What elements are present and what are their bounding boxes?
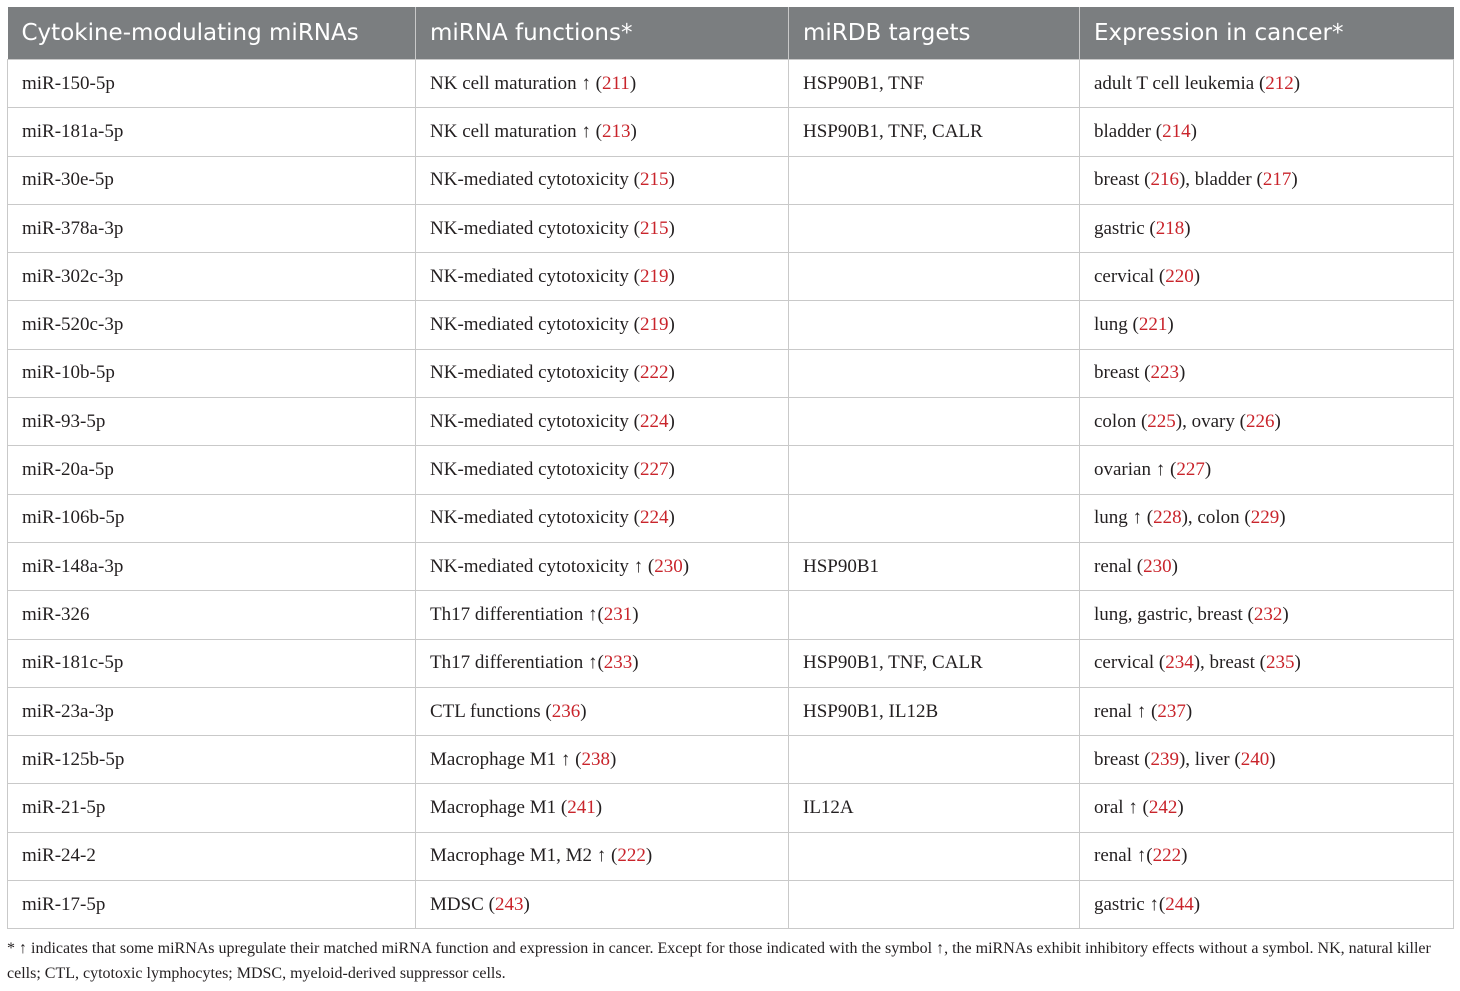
cell-text: CTL functions ( (430, 700, 552, 722)
mirna-name-cell (8, 108, 416, 156)
cell-text: ), breast ( (1193, 652, 1266, 674)
mirna-name-cell (8, 832, 416, 880)
reference-link[interactable]: 227 (1176, 459, 1205, 481)
header-cytokine-modulating-mirnas: Cytokine-modulating miRNAs (8, 7, 416, 60)
cancer-expression-cell (1080, 60, 1454, 108)
mirna-function-cell (416, 639, 789, 687)
mirna-function-cell (416, 736, 789, 784)
reference-link[interactable]: 228 (1153, 507, 1182, 529)
cell-text: ) (668, 410, 675, 432)
header-mirdb-targets: miRDB targets (789, 7, 1080, 60)
reference-link[interactable]: 241 (567, 797, 596, 819)
mirdb-targets-cell (789, 349, 1080, 397)
cell-text: ) (523, 893, 530, 915)
mirna-function-cell (416, 784, 789, 832)
cancer-expression-cell (1080, 542, 1454, 590)
reference-link[interactable]: 242 (1148, 797, 1178, 819)
table-row (8, 687, 1454, 735)
reference-link[interactable]: 244 (1165, 893, 1194, 915)
table-row (8, 253, 1454, 301)
cell-text: bladder ( (1094, 120, 1163, 142)
cancer-expression-cell (1080, 832, 1454, 880)
cell-text: NK cell maturation ↑ ( (430, 120, 603, 142)
mirna-function-cell (416, 301, 789, 349)
cell-text: ovarian ↑ ( (1094, 459, 1177, 481)
reference-link[interactable]: 227 (640, 459, 669, 481)
table-row (8, 204, 1454, 252)
cell-text: Th17 differentiation ↑( (430, 603, 604, 625)
reference-link[interactable]: 216 (1150, 169, 1179, 191)
cell-text: ) (1279, 507, 1286, 529)
cell-text: lung ↑ ( (1094, 507, 1154, 529)
reference-link[interactable]: 223 (1150, 362, 1179, 384)
cell-text: cervical ( (1094, 652, 1166, 674)
reference-link[interactable]: 225 (1147, 410, 1176, 432)
cell-text: Macrophage M1 ( (430, 797, 568, 819)
cell-text: ) (1204, 459, 1212, 481)
table-row (8, 784, 1454, 832)
mirna-function-cell (416, 108, 789, 156)
cell-text: ) (1294, 652, 1301, 674)
mirna-name-cell (8, 542, 416, 590)
table-footnote: * ↑ indicates that some miRNAs upregulate their matched miRNA function and expression in cancer. Except for those indicated with the symbol ↑, the miRNAs exhibit inhibitory effects without a symbol. NK, natural killer cells; CTL, cytotoxic lymphocytes; MDSC, myeloid-derived suppressor cells. (7, 940, 1431, 982)
mirna-function-cell (416, 687, 789, 735)
cell-text: ) (645, 845, 653, 867)
reference-link[interactable]: 214 (1162, 120, 1191, 142)
cell-text: renal ( (1094, 555, 1144, 577)
reference-link[interactable]: 237 (1157, 700, 1186, 722)
cell-text: ) (668, 459, 675, 481)
cell-text: ) (609, 748, 617, 770)
mirna-name-cell (8, 736, 416, 784)
cell-text: Macrophage M1 ↑ ( (430, 748, 582, 770)
cell-text: miR-148a-3p (22, 555, 124, 577)
mirna-name-cell (8, 204, 416, 252)
cell-text: miR-10b-5p (22, 362, 115, 384)
cell-text: ), bladder ( (1178, 169, 1263, 191)
cell-text: miR-106b-5p (22, 507, 125, 529)
cell-text: MDSC ( (430, 893, 495, 915)
reference-link[interactable]: 230 (1143, 555, 1172, 577)
cell-text: NK-mediated cytotoxicity ( (430, 507, 640, 529)
cell-text: NK cell maturation ↑ ( (430, 72, 603, 94)
cell-text: ) (595, 797, 603, 819)
reference-link[interactable]: 233 (603, 652, 633, 674)
cell-text: ), colon ( (1181, 507, 1251, 529)
cell-text: ), liver ( (1178, 748, 1241, 770)
reference-link[interactable]: 222 (1152, 845, 1182, 867)
cancer-expression-cell (1080, 108, 1454, 156)
table-row (8, 349, 1454, 397)
mirdb-targets-cell (789, 881, 1080, 929)
cell-text: ) (1177, 797, 1184, 819)
reference-link[interactable]: 212 (1265, 72, 1294, 94)
cell-text: gastric ↑( (1094, 893, 1166, 915)
mirdb-targets-cell (789, 446, 1080, 494)
table-container (7, 7, 1453, 929)
cancer-expression-cell (1080, 204, 1454, 252)
reference-link[interactable]: 221 (1138, 314, 1168, 336)
cancer-expression-cell (1080, 736, 1454, 784)
mirna-function-cell (416, 204, 789, 252)
cell-text: ) (629, 72, 637, 94)
table-row (8, 60, 1454, 108)
mirna-function-cell (416, 253, 789, 301)
cancer-expression-cell (1080, 446, 1454, 494)
cell-text: ) (632, 652, 639, 674)
cell-text: NK-mediated cytotoxicity ↑ ( (430, 555, 655, 577)
cell-text: miR-302c-3p (22, 265, 124, 287)
cell-text: ) (1282, 603, 1289, 625)
cancer-expression-cell (1080, 156, 1454, 204)
cancer-expression-cell (1080, 591, 1454, 639)
cell-text: NK-mediated cytotoxicity ( (430, 410, 640, 432)
cell-text: ) (1167, 314, 1174, 336)
cell-text: ) (668, 362, 675, 384)
mirdb-targets-cell (789, 591, 1080, 639)
cell-text: miR-181a-5p (22, 120, 124, 142)
cell-text: ) (1178, 362, 1186, 384)
cell-text: IL12A (803, 797, 854, 819)
cell-text: NK-mediated cytotoxicity ( (430, 265, 640, 287)
cell-text: HSP90B1, IL12B (803, 700, 939, 722)
cell-text: ) (668, 217, 675, 239)
cell-text: ) (632, 603, 639, 625)
mirna-function-cell (416, 494, 789, 542)
cell-text: ) (682, 555, 690, 577)
reference-link[interactable]: 226 (1245, 410, 1275, 432)
reference-link[interactable]: 231 (603, 603, 633, 625)
cell-text: HSP90B1, TNF, CALR (803, 652, 983, 674)
mirna-name-cell (8, 253, 416, 301)
cell-text: NK-mediated cytotoxicity ( (430, 459, 640, 481)
mirna-name-cell (8, 687, 416, 735)
header-expression-in-cancer: Expression in cancer* (1080, 7, 1454, 60)
cell-text: Th17 differentiation ↑( (430, 652, 604, 674)
mirna-table (7, 7, 1454, 929)
cancer-expression-cell (1080, 349, 1454, 397)
mirna-name-cell (8, 591, 416, 639)
reference-link[interactable]: 222 (617, 845, 646, 867)
mirna-function-cell (416, 881, 789, 929)
cell-text: oral ↑ ( (1094, 797, 1149, 819)
cell-text: ) (668, 265, 675, 287)
reference-link[interactable]: 232 (1253, 603, 1283, 625)
cell-text: NK-mediated cytotoxicity ( (430, 314, 640, 336)
cell-text: ) (1171, 555, 1178, 577)
table-row (8, 301, 1454, 349)
table-row (8, 881, 1454, 929)
cell-text: ) (1181, 845, 1188, 867)
mirdb-targets-cell (789, 156, 1080, 204)
cancer-expression-cell (1080, 398, 1454, 446)
mirna-function-cell (416, 60, 789, 108)
cell-text: ) (1269, 748, 1276, 770)
cell-text: ) (580, 700, 587, 722)
reference-link[interactable]: 224 (640, 410, 669, 432)
mirdb-targets-cell (789, 639, 1080, 687)
cell-text: NK-mediated cytotoxicity ( (430, 169, 640, 191)
mirna-name-cell (8, 639, 416, 687)
reference-link[interactable]: 243 (494, 893, 524, 915)
mirna-name-cell (8, 784, 416, 832)
cell-text: breast ( (1094, 748, 1151, 770)
cell-text: ) (1291, 169, 1298, 191)
cell-text: ) (1193, 265, 1201, 287)
cell-text: HSP90B1, TNF, CALR (803, 120, 983, 142)
cell-text: ), ovary ( (1175, 410, 1246, 432)
mirna-function-cell (416, 446, 789, 494)
reference-link[interactable]: 213 (602, 120, 631, 142)
reference-link[interactable]: 222 (640, 362, 669, 384)
cell-text: renal ↑( (1094, 845, 1153, 867)
cell-text: cervical ( (1094, 265, 1166, 287)
reference-link[interactable]: 238 (581, 748, 610, 770)
reference-link[interactable]: 229 (1250, 507, 1280, 529)
mirdb-targets-cell (789, 687, 1080, 735)
reference-link[interactable]: 218 (1155, 217, 1185, 239)
cell-text: ) (1184, 217, 1191, 239)
mirna-name-cell (8, 494, 416, 542)
mirna-name-cell (8, 60, 416, 108)
table-header (8, 7, 1454, 60)
cell-text: NK-mediated cytotoxicity ( (430, 217, 640, 239)
mirna-name-cell (8, 446, 416, 494)
cell-text: lung, gastric, breast ( (1094, 603, 1254, 625)
table-row (8, 736, 1454, 784)
cell-text: miR-20a-5p (22, 459, 114, 481)
cell-text: lung ( (1094, 314, 1139, 336)
cell-text: NK-mediated cytotoxicity ( (430, 362, 640, 384)
cell-text: HSP90B1, TNF (803, 72, 925, 94)
reference-link[interactable]: 211 (602, 72, 630, 94)
mirdb-targets-cell (789, 301, 1080, 349)
table-row (8, 639, 1454, 687)
cell-text: colon ( (1094, 410, 1148, 432)
cell-text: ) (1274, 410, 1281, 432)
cell-text: miR-378a-3p (22, 217, 124, 239)
mirdb-targets-cell (789, 60, 1080, 108)
cell-text: miR-17-5p (22, 893, 106, 915)
reference-link[interactable]: 230 (654, 555, 683, 577)
cancer-expression-cell (1080, 301, 1454, 349)
mirna-name-cell (8, 349, 416, 397)
mirna-name-cell (8, 301, 416, 349)
mirdb-targets-cell (789, 832, 1080, 880)
cancer-expression-cell (1080, 639, 1454, 687)
cell-text: miR-520c-3p (22, 314, 124, 336)
cancer-expression-cell (1080, 494, 1454, 542)
mirdb-targets-cell (789, 542, 1080, 590)
mirdb-targets-cell (789, 108, 1080, 156)
cell-text: miR-326 (22, 603, 90, 625)
table-row (8, 542, 1454, 590)
mirna-name-cell (8, 398, 416, 446)
cell-text: ) (1293, 72, 1301, 94)
mirdb-targets-cell (789, 736, 1080, 784)
cancer-expression-cell (1080, 687, 1454, 735)
reference-link[interactable]: 236 (551, 700, 581, 722)
mirdb-targets-cell (789, 253, 1080, 301)
table-body (8, 60, 1454, 929)
mirna-function-cell (416, 156, 789, 204)
cell-text: ) (1190, 120, 1197, 142)
reference-link[interactable]: 215 (640, 169, 669, 191)
reference-link[interactable]: 235 (1265, 652, 1295, 674)
cell-text: renal ↑ ( (1094, 700, 1158, 722)
mirna-function-cell (416, 398, 789, 446)
mirdb-targets-cell (789, 784, 1080, 832)
cancer-expression-cell (1080, 881, 1454, 929)
table-row (8, 832, 1454, 880)
cell-text: miR-150-5p (22, 72, 115, 94)
table-row (8, 156, 1454, 204)
reference-link[interactable]: 234 (1165, 652, 1194, 674)
cell-text: Macrophage M1, M2 ↑ ( (430, 845, 618, 867)
mirna-function-cell (416, 349, 789, 397)
header-mirna-functions: miRNA functions* (416, 7, 789, 60)
reference-link[interactable]: 217 (1262, 169, 1292, 191)
reference-link[interactable]: 219 (640, 314, 669, 336)
reference-link[interactable]: 240 (1240, 748, 1270, 770)
cell-text: adult T cell leukemia ( (1094, 72, 1266, 94)
cell-text: gastric ( (1094, 217, 1156, 239)
table-row (8, 591, 1454, 639)
cell-text: ) (668, 507, 675, 529)
cell-text: breast ( (1094, 362, 1151, 384)
cell-text: miR-181c-5p (22, 652, 124, 674)
cell-text: miR-21-5p (22, 797, 106, 819)
cell-text: breast ( (1094, 169, 1151, 191)
mirna-name-cell (8, 881, 416, 929)
cell-text: ) (1193, 893, 1201, 915)
cell-text: HSP90B1 (803, 555, 880, 577)
cell-text: miR-24-2 (22, 845, 96, 867)
reference-link[interactable]: 215 (640, 217, 669, 239)
cell-text: ) (668, 169, 675, 191)
cell-text: miR-23a-3p (22, 700, 114, 722)
reference-link[interactable]: 239 (1150, 748, 1179, 770)
cancer-expression-cell (1080, 784, 1454, 832)
table-row (8, 446, 1454, 494)
cell-text: miR-125b-5p (22, 748, 125, 770)
table-row (8, 398, 1454, 446)
cell-text: ) (630, 120, 637, 142)
mirna-function-cell (416, 591, 789, 639)
cell-text: ) (668, 314, 675, 336)
mirdb-targets-cell (789, 494, 1080, 542)
mirna-function-cell (416, 542, 789, 590)
cancer-expression-cell (1080, 253, 1454, 301)
reference-link[interactable]: 220 (1165, 265, 1194, 287)
reference-link[interactable]: 219 (640, 265, 669, 287)
table-row (8, 108, 1454, 156)
reference-link[interactable]: 224 (640, 507, 669, 529)
cell-text: miR-93-5p (22, 410, 106, 432)
mirna-function-cell (416, 832, 789, 880)
cell-text: miR-30e-5p (22, 169, 114, 191)
mirdb-targets-cell (789, 398, 1080, 446)
mirna-name-cell (8, 156, 416, 204)
header-row (8, 7, 1454, 60)
mirdb-targets-cell (789, 204, 1080, 252)
cell-text: ) (1185, 700, 1193, 722)
table-row (8, 494, 1454, 542)
